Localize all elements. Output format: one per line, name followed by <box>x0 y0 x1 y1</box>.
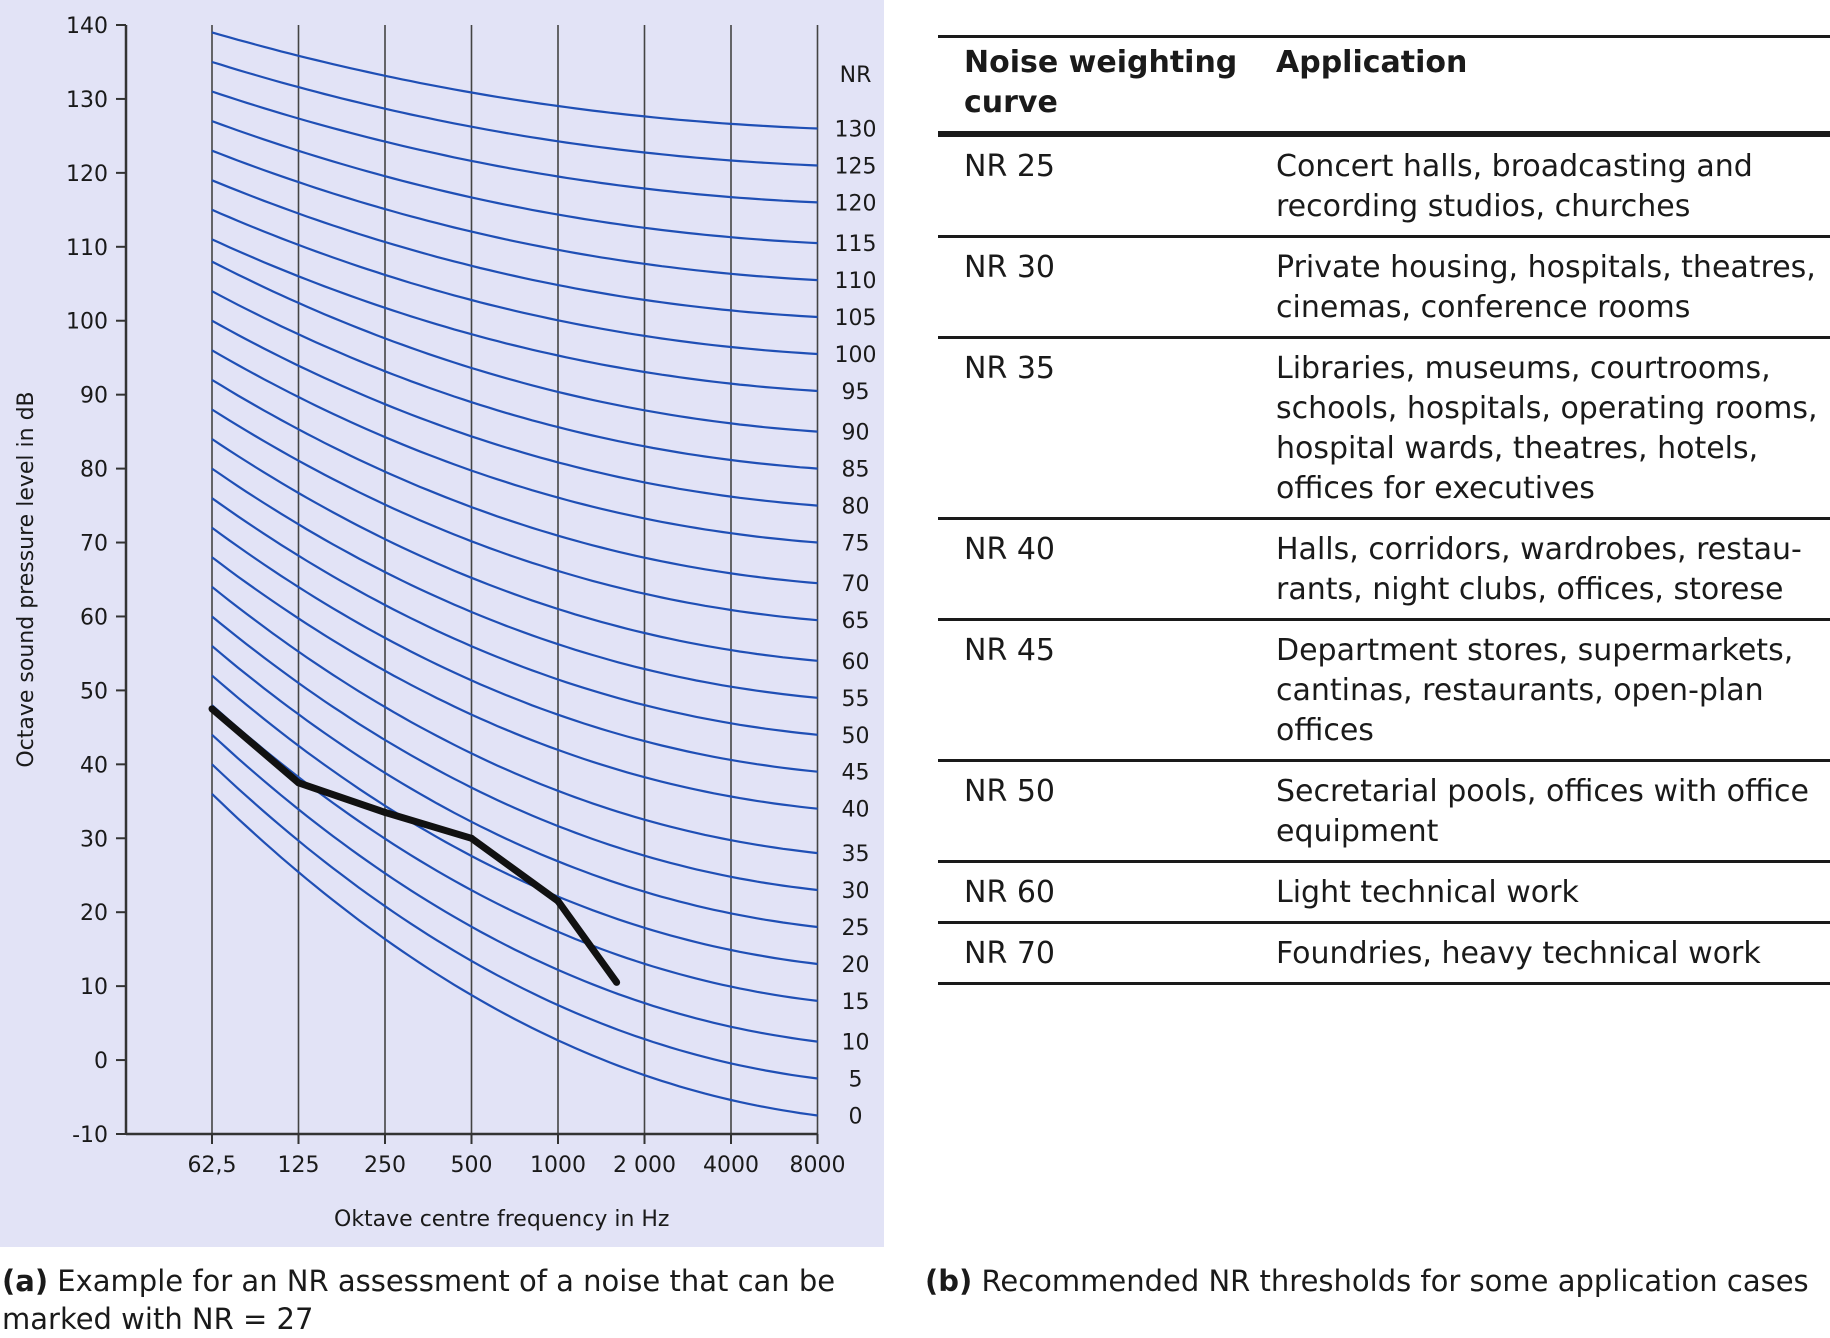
y-tick-label: 50 <box>80 679 108 705</box>
nr-level-label: 35 <box>841 842 870 868</box>
y-tick-label: 40 <box>80 753 108 779</box>
caption-b-tag: (b) <box>925 1264 973 1298</box>
nr-level-label: 10 <box>841 1030 870 1056</box>
cell-curve: NR 50 <box>964 774 1055 809</box>
cell-curve: NR 45 <box>964 633 1055 668</box>
cell-application: Libraries, museums, courtrooms, schools, hospitals, operating rooms, hospital wards, theatres, hotels, offices for executives <box>1276 351 1818 506</box>
cell-application: Foundries, heavy technical work <box>1276 936 1761 971</box>
nr-curve-130 <box>212 32 818 128</box>
y-tick-label: 100 <box>66 309 108 335</box>
header-noise-weighting-curve: Noise weighting curve <box>964 45 1238 120</box>
cell-curve: NR 30 <box>964 250 1055 285</box>
table-row <box>938 134 1830 237</box>
y-tick-label: 0 <box>94 1049 108 1075</box>
table-row <box>938 519 1830 620</box>
nr-level-label: 20 <box>841 952 870 978</box>
caption-a-tag: (a) <box>2 1264 49 1298</box>
cell-application: Department stores, supermarkets, cantinas, restaurants, open-plan offices <box>1276 633 1794 748</box>
y-tick-label: -10 <box>72 1123 108 1148</box>
nr-level-label: 25 <box>841 915 870 941</box>
y-tick-label: 10 <box>80 975 108 1001</box>
nr-level-label: 30 <box>841 879 870 905</box>
cell-application: Light technical work <box>1276 875 1579 910</box>
cell-curve: NR 40 <box>964 532 1055 567</box>
nr-level-label: 95 <box>841 379 870 405</box>
table-row <box>938 237 1830 338</box>
nr-level-label: 45 <box>841 760 870 786</box>
caption-a-text: Example for an NR assessment of a noise that can be marked with NR = 27 <box>2 1264 836 1336</box>
nr-chart-panel <box>0 0 884 1247</box>
nr-level-label: 15 <box>841 989 870 1015</box>
cell-application: Concert halls, broadcasting and recording studios, churches <box>1276 149 1753 224</box>
table-header-row <box>938 37 1830 135</box>
nr-level-label: 105 <box>834 306 877 332</box>
y-tick-label: 30 <box>80 827 108 853</box>
nr-curve-100 <box>212 210 818 354</box>
nr-level-label: 100 <box>834 343 877 369</box>
table-row <box>938 338 1830 519</box>
nr-level-label: 115 <box>834 232 877 258</box>
nr-curve-20 <box>212 676 818 964</box>
cell-curve: NR 60 <box>964 875 1055 910</box>
cell-application: Private housing, hospitals, theatres, cinemas, conference rooms <box>1276 250 1816 325</box>
y-tick-label: 140 <box>66 14 108 39</box>
cell-curve: NR 35 <box>964 351 1055 386</box>
assessment-point <box>468 835 475 842</box>
nr-level-label: 5 <box>848 1067 863 1093</box>
table-row <box>938 761 1830 862</box>
x-tick-label: 8000 <box>789 1153 846 1178</box>
table-row <box>938 862 1830 923</box>
y-tick-label: 110 <box>66 235 108 261</box>
nr-level-label: 50 <box>841 723 870 749</box>
y-axis-title: Octave sound pressure level in dB <box>14 391 39 768</box>
x-tick-label: 4000 <box>703 1153 759 1178</box>
nr-level-label: 110 <box>834 269 877 295</box>
table-row <box>938 620 1830 761</box>
nr-curve-125 <box>212 62 818 166</box>
nr-level-label: 85 <box>841 457 870 483</box>
nr-level-label: 120 <box>834 191 877 217</box>
cell-application: Halls, corridors, wardrobes, restaurants, night clubs, offices, storese <box>1276 532 1802 607</box>
x-tick-label: 125 <box>277 1153 320 1178</box>
y-tick-label: 120 <box>66 161 108 187</box>
caption-a <box>2 1262 872 1338</box>
x-tick-label: 250 <box>364 1153 406 1178</box>
nr-level-label: 60 <box>841 649 870 675</box>
nr-curve-60 <box>212 439 818 661</box>
nr-curve-80 <box>212 321 818 506</box>
nr-curve-120 <box>212 92 818 203</box>
nr-level-label: 125 <box>834 154 877 180</box>
nr-level-label: 75 <box>841 531 870 557</box>
nr-threshold-table <box>938 35 1830 985</box>
x-tick-label: 2 000 <box>613 1153 676 1178</box>
y-tick-label: 70 <box>80 531 108 557</box>
nr-level-label: 0 <box>848 1104 863 1130</box>
assessment-point <box>209 705 216 712</box>
y-tick-label: 90 <box>80 383 108 409</box>
nr-level-label: 90 <box>841 420 870 446</box>
header-application: Application <box>1276 45 1468 80</box>
x-tick-label: 62,5 <box>187 1153 237 1178</box>
nr-level-label: 65 <box>841 609 870 635</box>
y-tick-label: 20 <box>80 901 108 927</box>
nr-curve-70 <box>212 380 818 583</box>
nr-chart <box>0 0 884 1247</box>
cell-application: Secretarial pools, offices with office equipment <box>1276 774 1809 849</box>
nr-curve-115 <box>212 121 818 243</box>
caption-b <box>925 1262 1825 1300</box>
nr-curve-105 <box>212 180 818 317</box>
x-tick-label: 500 <box>450 1153 493 1178</box>
cell-curve: NR 25 <box>964 149 1055 184</box>
assessment-point <box>555 898 562 905</box>
nr-axis-title: NR <box>839 63 872 88</box>
caption-b-text: Recommended NR thresholds for some application cases <box>972 1264 1809 1298</box>
assessment-point <box>613 979 620 986</box>
y-tick-label: 130 <box>66 87 108 113</box>
nr-level-label: 70 <box>841 572 870 598</box>
nr-level-label: 80 <box>841 494 870 520</box>
y-tick-label: 80 <box>80 457 108 483</box>
nr-curve-75 <box>212 350 818 542</box>
nr-level-label: 55 <box>841 686 870 712</box>
assessment-point <box>382 809 389 816</box>
table-row <box>938 923 1830 984</box>
nr-curve-30 <box>212 617 818 891</box>
x-axis-title: Oktave centre frequency in Hz <box>334 1207 670 1232</box>
x-tick-label: 1000 <box>530 1153 586 1178</box>
nr-level-label: 40 <box>841 797 870 823</box>
assessment-point <box>295 779 302 786</box>
cell-curve: NR 70 <box>964 936 1055 971</box>
nr-level-label: 130 <box>834 117 877 143</box>
y-tick-label: 60 <box>80 605 108 631</box>
